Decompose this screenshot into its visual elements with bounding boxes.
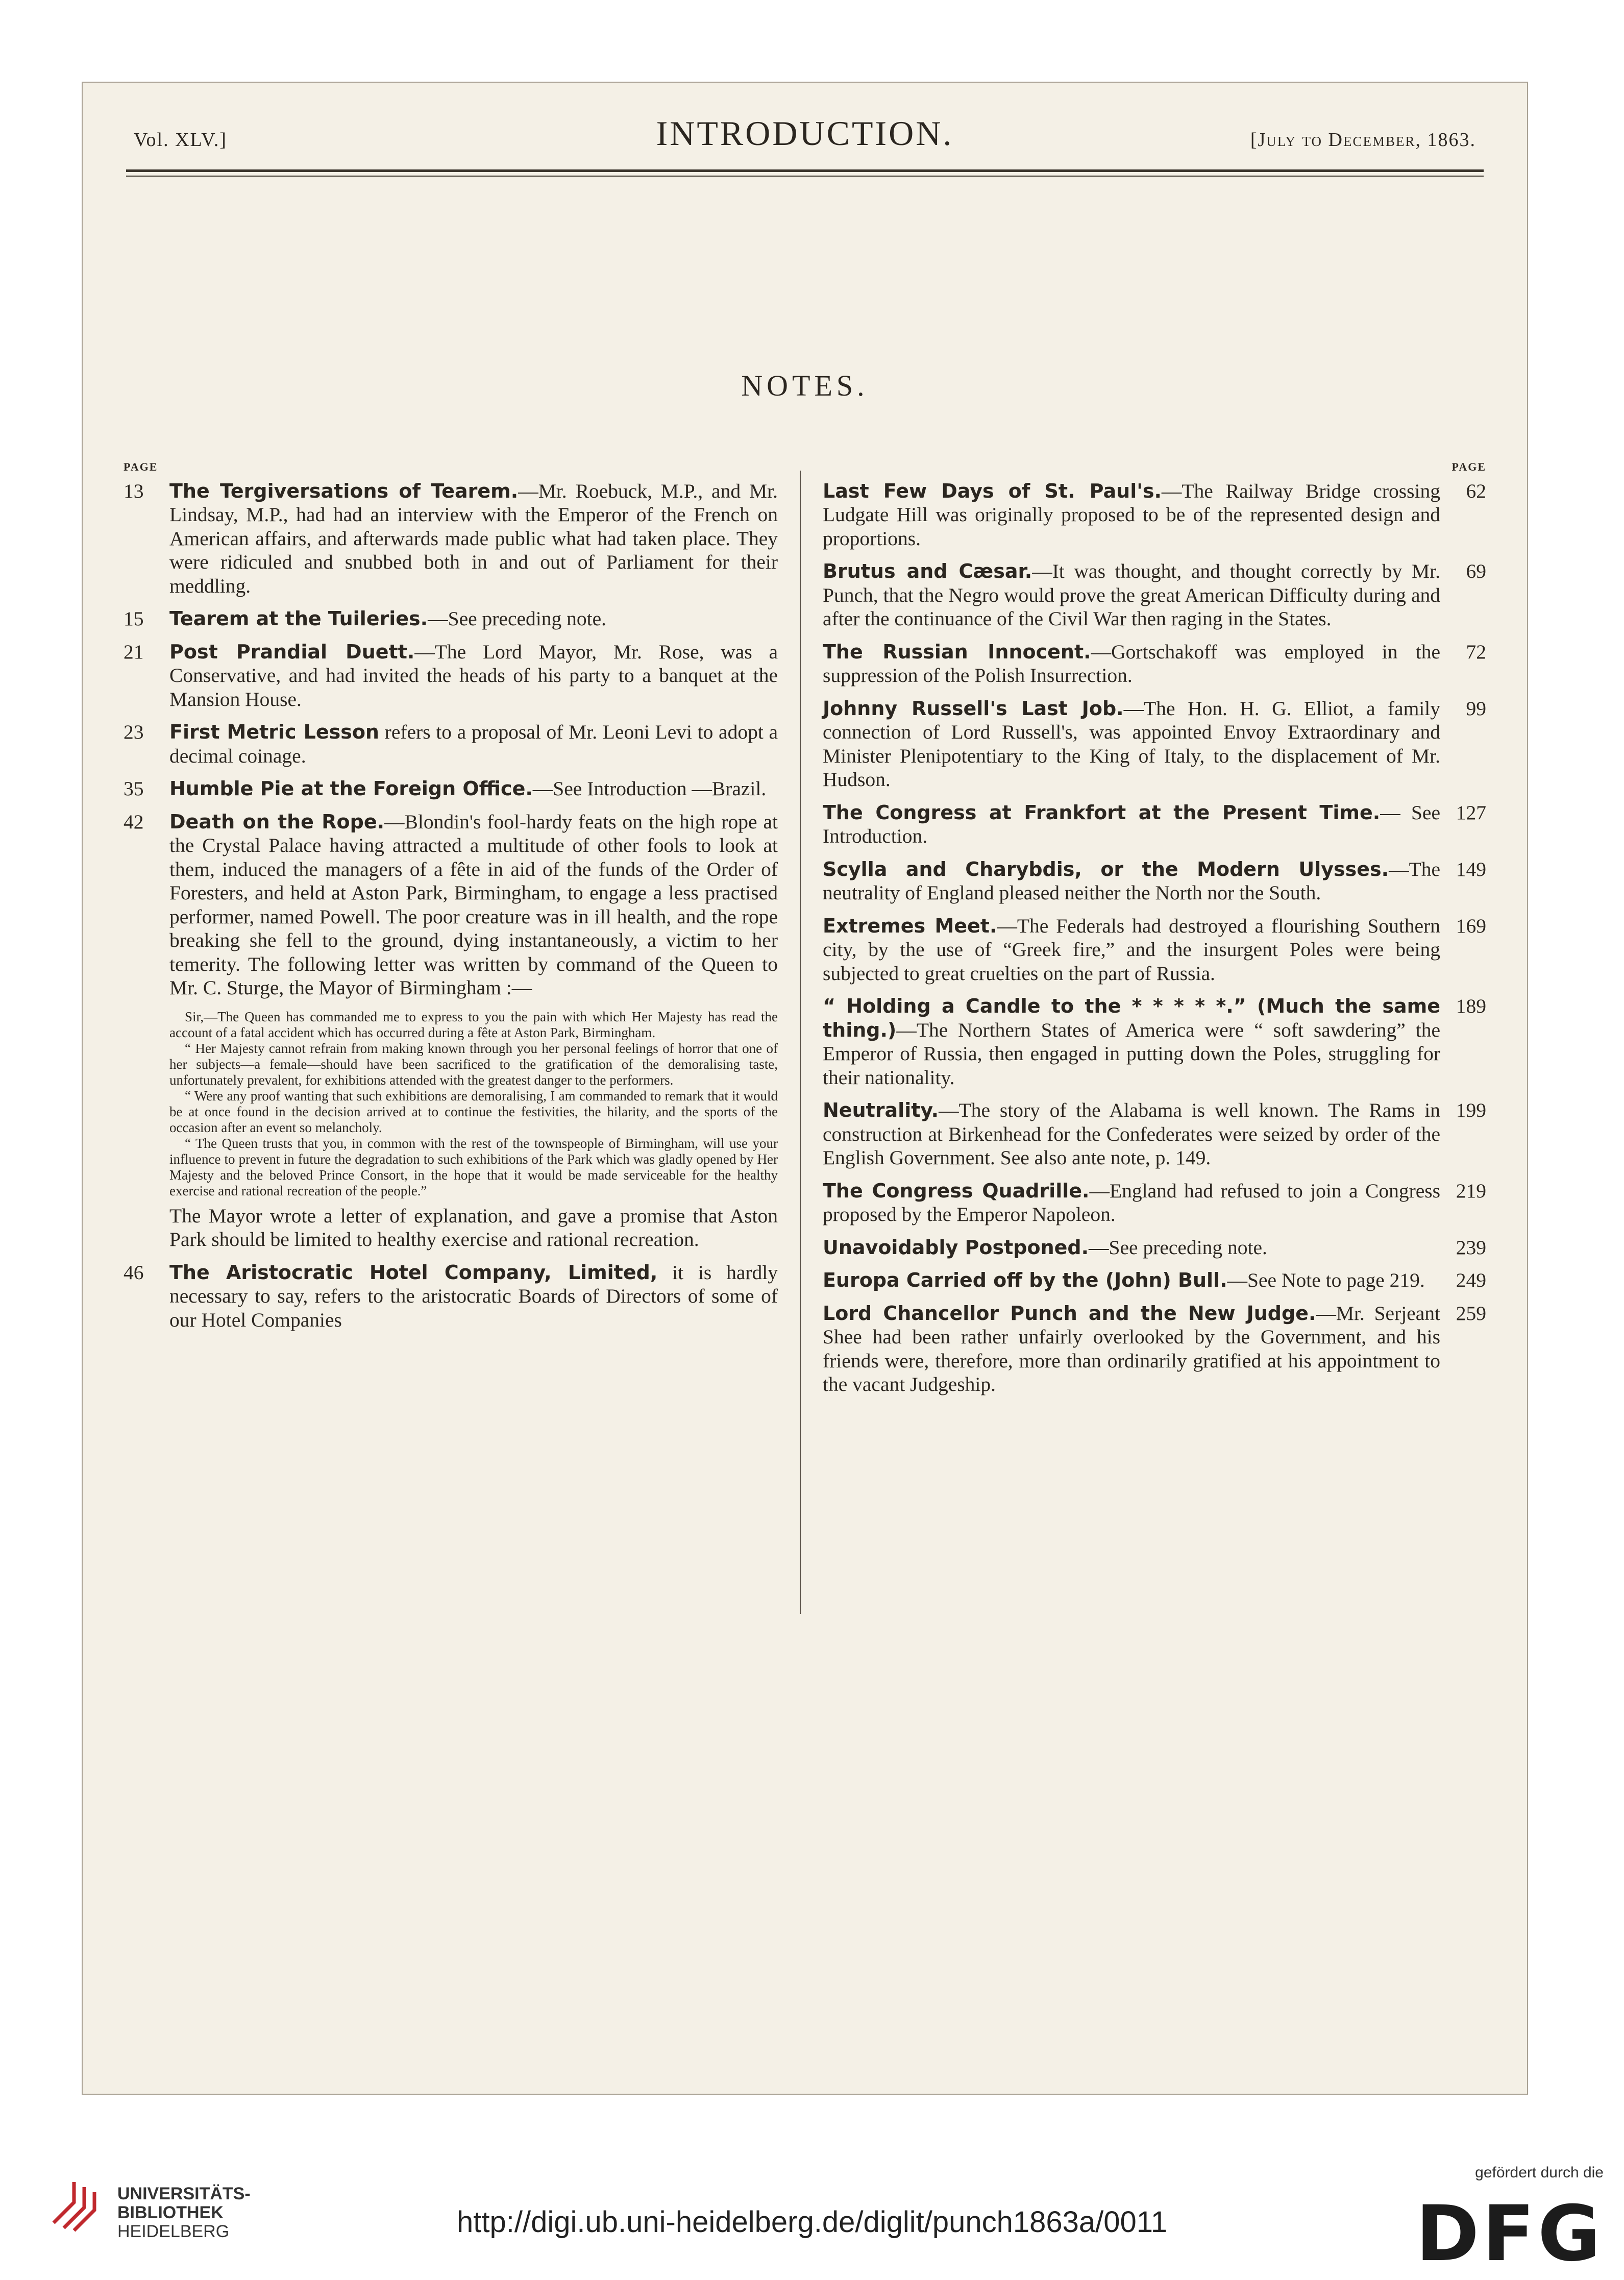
page-number: 127 (1456, 801, 1486, 824)
note-entry (124, 720, 778, 768)
note-entry (823, 640, 1486, 688)
note-title: Humble Pie at the Foreign Office. (169, 777, 533, 800)
note-text: — See Introduction. (823, 801, 1440, 847)
note-text: it is hardly necessary to say, refers to the aristocratic Boards of Directors of some of our Hotel Companies (169, 1261, 778, 1331)
note-entry (823, 1302, 1486, 1396)
quote-paragraph: “ Her Majesty cannot refrain from making known through you her personal feelings of horror that one of her subjects—a female—should have been sacrificed to the gratification of the demoralising taste, unfortunately prevalent, for exhibitions attended with the greatest danger to the performers. (169, 1040, 778, 1088)
note-title: Last Few Days of St. Paul's. (823, 479, 1162, 502)
volume-label: Vol. XLV.] (134, 129, 227, 151)
queen-letter-quote (169, 1009, 778, 1199)
note-text: —See Introduction —Brazil. (532, 777, 767, 800)
page-number: 219 (1456, 1179, 1486, 1202)
note-title: The Aristocratic Hotel Company, Limited, (169, 1261, 658, 1284)
note-text: —Mr. Serjeant Shee had been rather unfairly overlooked by the Government, and his friends were, therefore, more than ordinarily gratified at his appointment to the vacant Judgeship. (823, 1302, 1441, 1395)
quote-paragraph: “ Were any proof wanting that such exhibitions are demoralising, I am commanded to remark that it would be at once found in the decision arrived at to continue the festivities, the hilarity, and the sports of the occasion after an event so melancholy. (169, 1088, 778, 1135)
note-text: —Blondin's fool-hardy feats on the high rope at the Crystal Palace having attracted a multitude of other fools to look at them, induced the managers of a fête in aid of the funds of the Order of Foresters, and held at Aston Park, Birmingham, to engage a less practised performer, named Powell. The poor creature was in ill health, and the rope breaking she fell to the ground, dying instantaneously, a victim to her temerity. The following letter was written by command of the Queen to Mr. C. Sturge, the Mayor of Birmingham :— (169, 810, 778, 999)
note-text: —See preceding note. (428, 607, 606, 630)
note-title: The Russian Innocent. (823, 640, 1091, 663)
note-entry (823, 479, 1486, 551)
page-number: 62 (1466, 479, 1486, 502)
page-number: 21 (124, 640, 144, 663)
note-title: “ Holding a Candle to the * * * * *.” (Much the same thing.) (823, 995, 1440, 1041)
note-entry (124, 810, 778, 1000)
note-title: Extremes Meet. (823, 914, 997, 937)
page-number: 189 (1456, 995, 1486, 1017)
header-rule-thin (126, 176, 1484, 177)
note-entry (823, 994, 1486, 1089)
note-title: Tearem at the Tuileries. (169, 607, 428, 630)
note-entry (823, 1268, 1486, 1292)
note-text: —The Railway Bridge crossing Ludgate Hill was originally proposed to be of the represented design and proportions. (823, 479, 1440, 550)
scanned-page (82, 82, 1528, 2095)
note-text: —The story of the Alabama is well known. The Rams in construction at Birkenhead for the Confederates were seized by order of the English Government. See also ante note, p. 149. (823, 1099, 1440, 1169)
note-entry (823, 559, 1486, 631)
library-name-line: UNIVERSITÄTS- (117, 2184, 251, 2203)
quote-paragraph: Sir,—The Queen has commanded me to express to you the pain with which Her Majesty has read the account of a fatal accident which has occurred during a fête at Aston Park, Birmingham. (169, 1009, 778, 1040)
note-title: Johnny Russell's Last Job. (823, 697, 1124, 720)
note-title: Scylla and Charybdis, or the Modern Ulysses. (823, 857, 1389, 880)
library-name-line: BIBLIOTHEK (117, 2203, 224, 2222)
note-text: —The Hon. H. G. Elliot, a family connection of Lord Russell's, was appointed Envoy Extraordinary and Minister Plenipotentiary to the King of Italy, to the displacement of Mr. Hudson. (823, 697, 1440, 791)
library-name-line: HEIDELBERG (117, 2222, 230, 2241)
digitization-footer (0, 2108, 1624, 2280)
note-text: —The Federals had destroyed a flourishing Southern city, by the use of “Greek fire,” and the insurgent Poles were being subjected to great cruelties on the part of Russia. (823, 914, 1440, 985)
note-entry (823, 697, 1486, 792)
note-text: —Mr. Roebuck, M.P., and Mr. Lindsay, M.P., had had an interview with the Emperor of the French on American affairs, and afterwards made public what had taken place. They were ridiculed and snubbed both in and out of Parliament for their meddling. (169, 479, 778, 597)
note-text: refers to a proposal of Mr. Leoni Levi to adopt a decimal coinage. (169, 721, 778, 767)
note-text: —See preceding note. (1089, 1236, 1267, 1259)
note-title: Death on the Rope. (169, 810, 385, 833)
page-heading: INTRODUCTION. (656, 114, 954, 153)
page-number: 199 (1456, 1099, 1486, 1121)
page-number: 149 (1456, 857, 1486, 880)
funding-note: gefördert durch die (1475, 2164, 1604, 2181)
page-number: 23 (124, 721, 144, 743)
note-text: —England had refused to join a Congress proposed by the Emperor Napoleon. (823, 1179, 1441, 1225)
page-number: 259 (1456, 1302, 1486, 1325)
note-text: —The Northern States of America were “ soft sawdering” the Emperor of Russia, then engaged in putting down the Poles, struggling for their nationality. (823, 1018, 1440, 1089)
page-number: 15 (124, 607, 144, 630)
note-text: —The neutrality of England pleased neither the North nor the South. (823, 857, 1440, 904)
note-entry (823, 914, 1486, 986)
note-title: Post Prandial Duett. (169, 640, 415, 663)
page-number: 69 (1466, 560, 1486, 582)
note-title: Unavoidably Postponed. (823, 1236, 1089, 1259)
permalink-url[interactable]: http://digi.ub.uni-heidelberg.de/diglit/punch1863a/0011 (457, 2205, 1167, 2239)
page-column-label: PAGE (124, 460, 158, 473)
page-number: 99 (1466, 697, 1486, 720)
page-number: 42 (124, 810, 144, 833)
note-entry (823, 1098, 1486, 1170)
page-number: 46 (124, 1261, 144, 1284)
note-entry (124, 777, 778, 801)
note-title: Neutrality. (823, 1099, 939, 1121)
page-number: 239 (1456, 1236, 1486, 1259)
mayor-reply-paragraph: The Mayor wrote a letter of explanation, and gave a promise that Aston Park should be limited to healthy exercise and rational recreation. (169, 1204, 778, 1251)
page-number: 35 (124, 777, 144, 800)
note-title: Lord Chancellor Punch and the New Judge. (823, 1302, 1316, 1325)
note-title: First Metric Lesson (169, 721, 379, 743)
note-text: —It was thought, and thought correctly by Mr. Punch, that the Negro would prove the great American Difficulty during and after the continuance of the Civil War then raging in the States. (823, 560, 1440, 630)
note-entry (124, 640, 778, 712)
note-entry (823, 857, 1486, 905)
note-entry (124, 1261, 778, 1332)
page-number: 249 (1456, 1269, 1486, 1291)
page-number: 72 (1466, 640, 1486, 663)
right-column (823, 455, 1486, 1406)
note-text: —The Lord Mayor, Mr. Rose, was a Conservative, and had invited the heads of his party to a banquet at the Mansion House. (169, 640, 778, 710)
header-rule-thick (126, 169, 1484, 172)
note-title: The Tergiversations of Tearem. (169, 479, 519, 502)
note-title: The Congress Quadrille. (823, 1179, 1090, 1202)
notes-title: NOTES. (741, 369, 869, 402)
note-title: The Congress at Frankfort at the Present Time. (823, 801, 1381, 824)
note-title: Brutus and Cæsar. (823, 560, 1032, 582)
note-entry (823, 801, 1486, 848)
page-number: 13 (124, 479, 144, 502)
note-entry (124, 479, 778, 598)
quote-paragraph: “ The Queen trusts that you, in common with the rest of the townspeople of Birmingham, will use your influence to prevent in future the degradation to such exhibitions of the Park which was gladly opened by Her Majesty and the beloved Prince Consort, in the hope that it would be made serviceable for the healthy exercise and rational recreation of the people.” (169, 1135, 778, 1198)
page-column-label: PAGE (1451, 460, 1486, 473)
column-divider (800, 471, 801, 1614)
dfg-logo: DFG (1415, 2190, 1604, 2278)
left-column (124, 455, 778, 1341)
note-entry (823, 1179, 1486, 1227)
note-entry (124, 607, 778, 631)
date-range: [July to December, 1863. (1250, 129, 1476, 151)
note-entry (823, 1236, 1486, 1260)
note-title: Europa Carried off by the (John) Bull. (823, 1269, 1227, 1291)
note-text: —Gortschakoff was employed in the suppression of the Polish Insurrection. (823, 640, 1441, 687)
note-text: —See Note to page 219. (1227, 1269, 1425, 1291)
running-header (134, 113, 1476, 159)
page-number: 169 (1456, 914, 1486, 937)
